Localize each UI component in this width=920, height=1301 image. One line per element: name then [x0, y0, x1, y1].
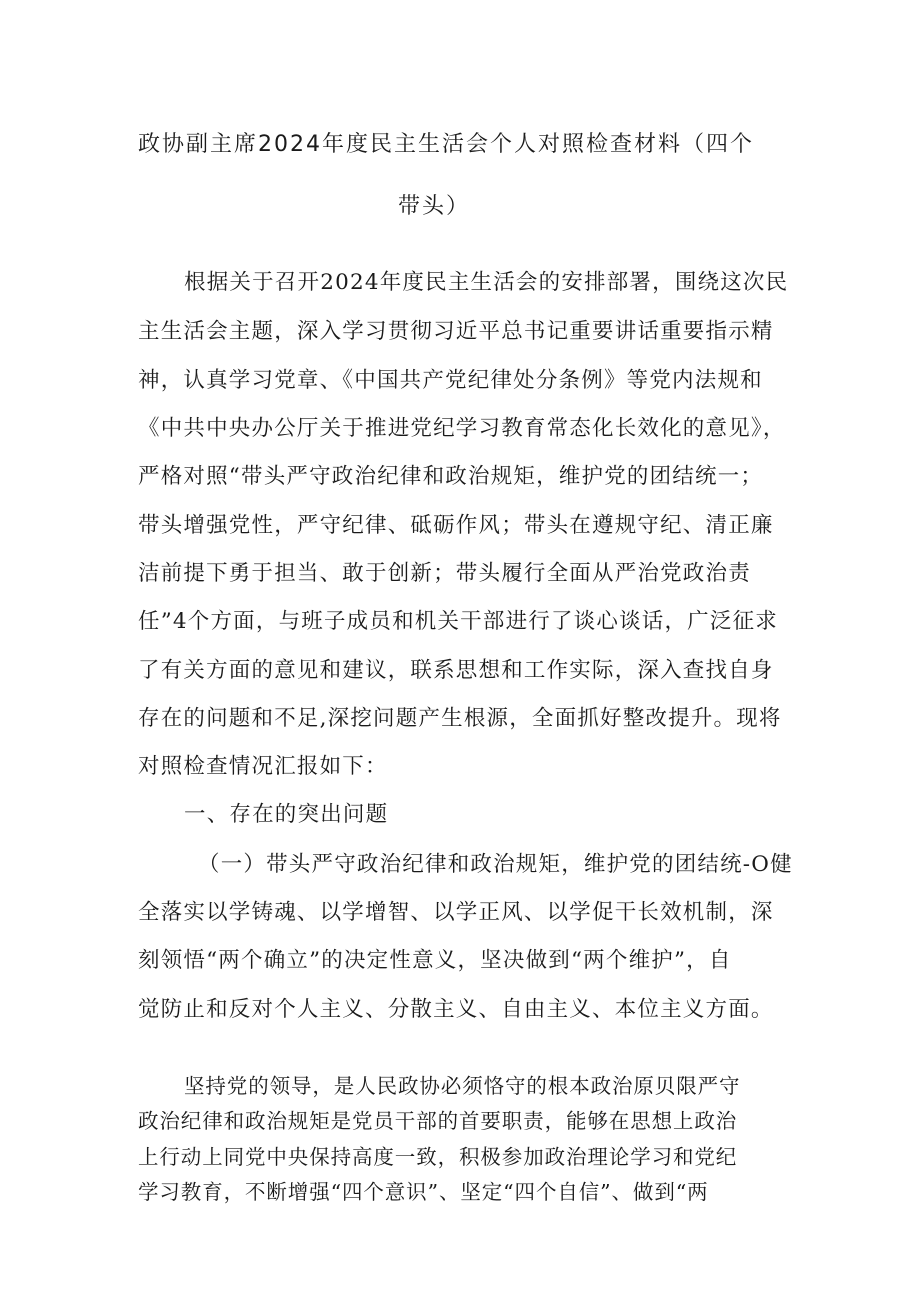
paragraph-line: 全落实以学铸魂、以学增智、以学正风、以学促干长效机制，深	[138, 900, 774, 925]
paragraph-line: 任”4个方面，与班子成员和机关干部进行了谈心谈话，广泛征求	[138, 609, 778, 634]
paragraph-line: 觉防止和反对个人主义、分散主义、自由主义、本位主义方面。	[138, 997, 774, 1022]
paragraph-line: 洁前提下勇于担当、敢于创新；带头履行全面从严治党政治责	[138, 561, 751, 586]
paragraph-line: 上行动上同党中央保持高度一致，积极参加政治理论学习和党纪	[138, 1145, 738, 1169]
paragraph-line: 严格对照“带头严守政治纪律和政治规矩，维护党的团结统一；	[138, 464, 764, 489]
paragraph-line: 神，认真学习党章、《中国共产党纪律处分条例》等党内法规和	[138, 368, 763, 393]
paragraph-line: 主生活会主题，深入学习贯彻习近平总书记重要讲话重要指示精	[138, 319, 774, 344]
paragraph-line: （一）带头严守政治纪律和政治规矩，维护党的团结统-O健	[198, 852, 793, 877]
paragraph-line: 政治纪律和政治规矩是党员干部的首要职责，能够在思想上政治	[138, 1109, 738, 1133]
paragraph-line: 《中共中央办公厅关于推进党纪学习教育常态化长效化的意见》，	[138, 416, 786, 441]
paragraph-line: 了有关方面的意见和建议，联系思想和工作实际，深入查找自身	[138, 658, 774, 683]
document-title-line-2: 带头）	[398, 194, 471, 219]
paragraph-line: 坚持党的领导，是人民政协必须恪守的根本政治原贝限严守	[184, 1074, 741, 1098]
paragraph-line: 带头增强党性，严守纪律、砥砺作风；带头在遵规守纪、清正廉	[138, 513, 774, 538]
paragraph-line: 根据关于召开2024年度民主生活会的安排部署，围绕这次民	[184, 270, 789, 295]
paragraph-line: 刻领悟“两个确立”的决定性意义，坚决做到“两个维护”，自	[138, 948, 732, 973]
section-heading: 一、存在的突出问题	[184, 802, 389, 827]
paragraph-line: 对照检查情况汇报如下：	[138, 754, 388, 779]
document-title-line-1: 政协副主席2024年度民主生活会个人对照检查材料（四个	[138, 132, 754, 157]
paragraph-line: 存在的问题和不足,深挖问题产生根源，全面抓好整改提升。现将	[138, 706, 782, 731]
paragraph-line: 学习教育，不断增强“四个意识”、坚定“四个自信”、做到“两	[138, 1180, 709, 1204]
